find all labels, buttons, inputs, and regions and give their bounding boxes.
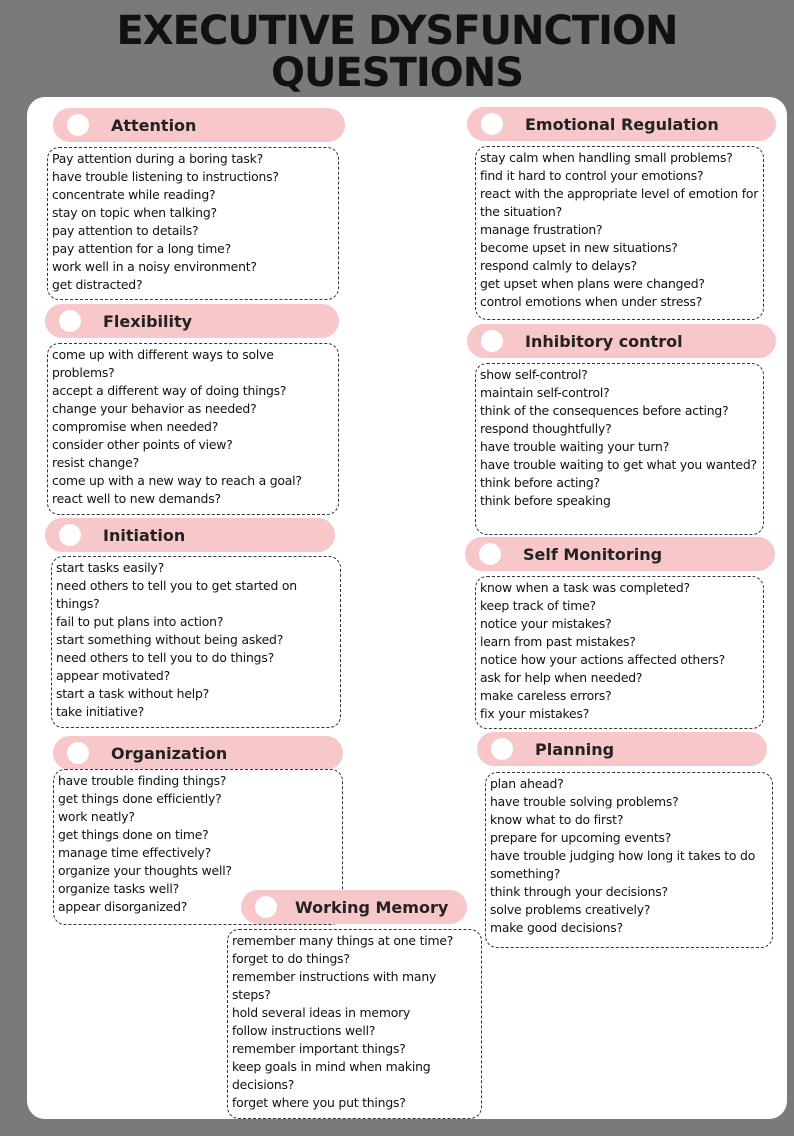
inhibitory-control-item: think of the consequences before acting? <box>480 403 729 418</box>
self-monitoring-header <box>465 537 775 571</box>
emotional-regulation-heading: Emotional Regulation <box>525 114 719 134</box>
emotional-regulation-item: react with the appropriate level of emotion for the situation? <box>480 186 759 219</box>
initiation-heading: Initiation <box>103 525 186 545</box>
inhibitory-control-list <box>475 363 764 535</box>
inhibitory-control-item: maintain self-control? <box>480 385 610 400</box>
inhibitory-control-item: think before acting? <box>480 475 600 490</box>
planning-item: have trouble judging how long it takes to do something? <box>490 848 756 881</box>
emotional-regulation-item: become upset in new situations? <box>480 240 678 255</box>
organization-heading: Organization <box>111 743 228 763</box>
planning-item: have trouble solving problems? <box>490 794 679 809</box>
planning-item: make good decisions? <box>490 920 623 935</box>
flexibility-item: react well to new demands? <box>52 491 221 506</box>
attention-item: work well in a noisy environment? <box>52 259 257 274</box>
bullet-circle-icon <box>59 524 81 546</box>
working-memory-item: forget where you put things? <box>232 1095 406 1110</box>
working-memory-item: remember instructions with many steps? <box>232 969 437 1002</box>
emotional-regulation-item: manage frustration? <box>480 222 603 237</box>
self-monitoring-item: fix your mistakes? <box>480 706 590 721</box>
attention-item: get distracted? <box>52 277 143 292</box>
planning-item: think through your decisions? <box>490 884 668 899</box>
inhibitory-control-header <box>467 324 776 358</box>
emotional-regulation-item: find it hard to control your emotions? <box>480 168 704 183</box>
working-memory-item: keep goals in mind when making decisions? <box>232 1059 431 1092</box>
initiation-item: start tasks easily? <box>56 560 164 575</box>
planning-item: plan ahead? <box>490 776 564 791</box>
inhibitory-control-heading: Inhibitory control <box>525 331 683 351</box>
attention-item: concentrate while reading? <box>52 187 216 202</box>
organization-item: organize tasks well? <box>58 881 179 896</box>
initiation-item: fail to put plans into action? <box>56 614 224 629</box>
emotional-regulation-list <box>475 146 764 320</box>
flexibility-item: change your behavior as needed? <box>52 401 257 416</box>
working-memory-header <box>241 890 467 924</box>
organization-item: get things done on time? <box>58 827 209 842</box>
initiation-item: start a task without help? <box>56 686 210 701</box>
title-line-1: EXECUTIVE DYSFUNCTION <box>116 8 678 54</box>
inhibitory-control-item: think before speaking <box>480 493 611 508</box>
inhibitory-control-item: respond thoughtfully? <box>480 421 612 436</box>
emotional-regulation-item: stay calm when handling small problems? <box>480 150 733 165</box>
bullet-circle-icon <box>59 310 81 332</box>
organization-item: appear disorganized? <box>58 899 188 914</box>
bullet-circle-icon <box>67 742 89 764</box>
organization-item: work neatly? <box>58 809 135 824</box>
flexibility-item: compromise when needed? <box>52 419 219 434</box>
attention-item: have trouble listening to instructions? <box>52 169 279 184</box>
initiation-item: need others to tell you to get started on things? <box>56 578 297 611</box>
flexibility-header <box>45 304 339 338</box>
self-monitoring-item: make careless errors? <box>480 688 612 703</box>
initiation-item: start something without being asked? <box>56 632 284 647</box>
attention-list <box>47 147 339 300</box>
emotional-regulation-item: control emotions when under stress? <box>480 294 703 309</box>
working-memory-item: forget to do things? <box>232 951 350 966</box>
attention-item: pay attention for a long time? <box>52 241 231 256</box>
page-title <box>0 10 794 94</box>
emotional-regulation-header <box>467 107 776 141</box>
flexibility-list <box>47 343 339 515</box>
self-monitoring-item: ask for help when needed? <box>480 670 643 685</box>
planning-item: know what to do first? <box>490 812 624 827</box>
initiation-item: need others to tell you to do things? <box>56 650 274 665</box>
flexibility-item: come up with different ways to solve problems? <box>52 347 274 380</box>
organization-item: organize your thoughts well? <box>58 863 232 878</box>
attention-item: Pay attention during a boring task? <box>52 151 263 166</box>
organization-header <box>53 736 343 770</box>
self-monitoring-item: notice how your actions affected others? <box>480 652 726 667</box>
inhibitory-control-item: have trouble waiting your turn? <box>480 439 670 454</box>
bullet-circle-icon <box>481 330 503 352</box>
inhibitory-control-item: show self-control? <box>480 367 588 382</box>
self-monitoring-heading: Self Monitoring <box>523 544 663 564</box>
working-memory-item: hold several ideas in memory <box>232 1005 411 1020</box>
working-memory-item: remember many things at one time? <box>232 933 454 948</box>
flexibility-item: resist change? <box>52 455 139 470</box>
attention-header <box>53 108 345 142</box>
inhibitory-control-item: have trouble waiting to get what you wanted? <box>480 457 757 472</box>
self-monitoring-item: know when a task was completed? <box>480 580 690 595</box>
self-monitoring-item: learn from past mistakes? <box>480 634 636 649</box>
self-monitoring-item: notice your mistakes? <box>480 616 612 631</box>
initiation-item: appear motivated? <box>56 668 170 683</box>
bullet-circle-icon <box>67 114 89 136</box>
planning-item: solve problems creatively? <box>490 902 651 917</box>
planning-heading: Planning <box>535 739 615 759</box>
planning-list <box>485 772 773 948</box>
working-memory-item: follow instructions well? <box>232 1023 376 1038</box>
emotional-regulation-item: respond calmly to delays? <box>480 258 637 273</box>
working-memory-item: remember important things? <box>232 1041 406 1056</box>
bullet-circle-icon <box>491 738 513 760</box>
initiation-item: take initiative? <box>56 704 145 719</box>
bullet-circle-icon <box>255 896 277 918</box>
flexibility-heading: Flexibility <box>103 311 193 331</box>
working-memory-list <box>227 929 482 1119</box>
attention-heading: Attention <box>111 115 197 135</box>
flexibility-item: consider other points of view? <box>52 437 233 452</box>
emotional-regulation-item: get upset when plans were changed? <box>480 276 705 291</box>
self-monitoring-list <box>475 576 764 729</box>
attention-item: pay attention to details? <box>52 223 199 238</box>
flexibility-item: come up with a new way to reach a goal? <box>52 473 302 488</box>
organization-item: get things done efficiently? <box>58 791 222 806</box>
initiation-list <box>51 556 341 728</box>
title-line-2: QUESTIONS <box>270 50 524 96</box>
flexibility-item: accept a different way of doing things? <box>52 383 287 398</box>
planning-header <box>477 732 767 766</box>
attention-item: stay on topic when talking? <box>52 205 217 220</box>
self-monitoring-item: keep track of time? <box>480 598 596 613</box>
bullet-circle-icon <box>481 113 503 135</box>
organization-item: have trouble finding things? <box>58 773 227 788</box>
working-memory-heading: Working Memory <box>295 897 449 917</box>
bullet-circle-icon <box>479 543 501 565</box>
initiation-header <box>45 518 335 552</box>
organization-item: manage time effectively? <box>58 845 212 860</box>
planning-item: prepare for upcoming events? <box>490 830 672 845</box>
